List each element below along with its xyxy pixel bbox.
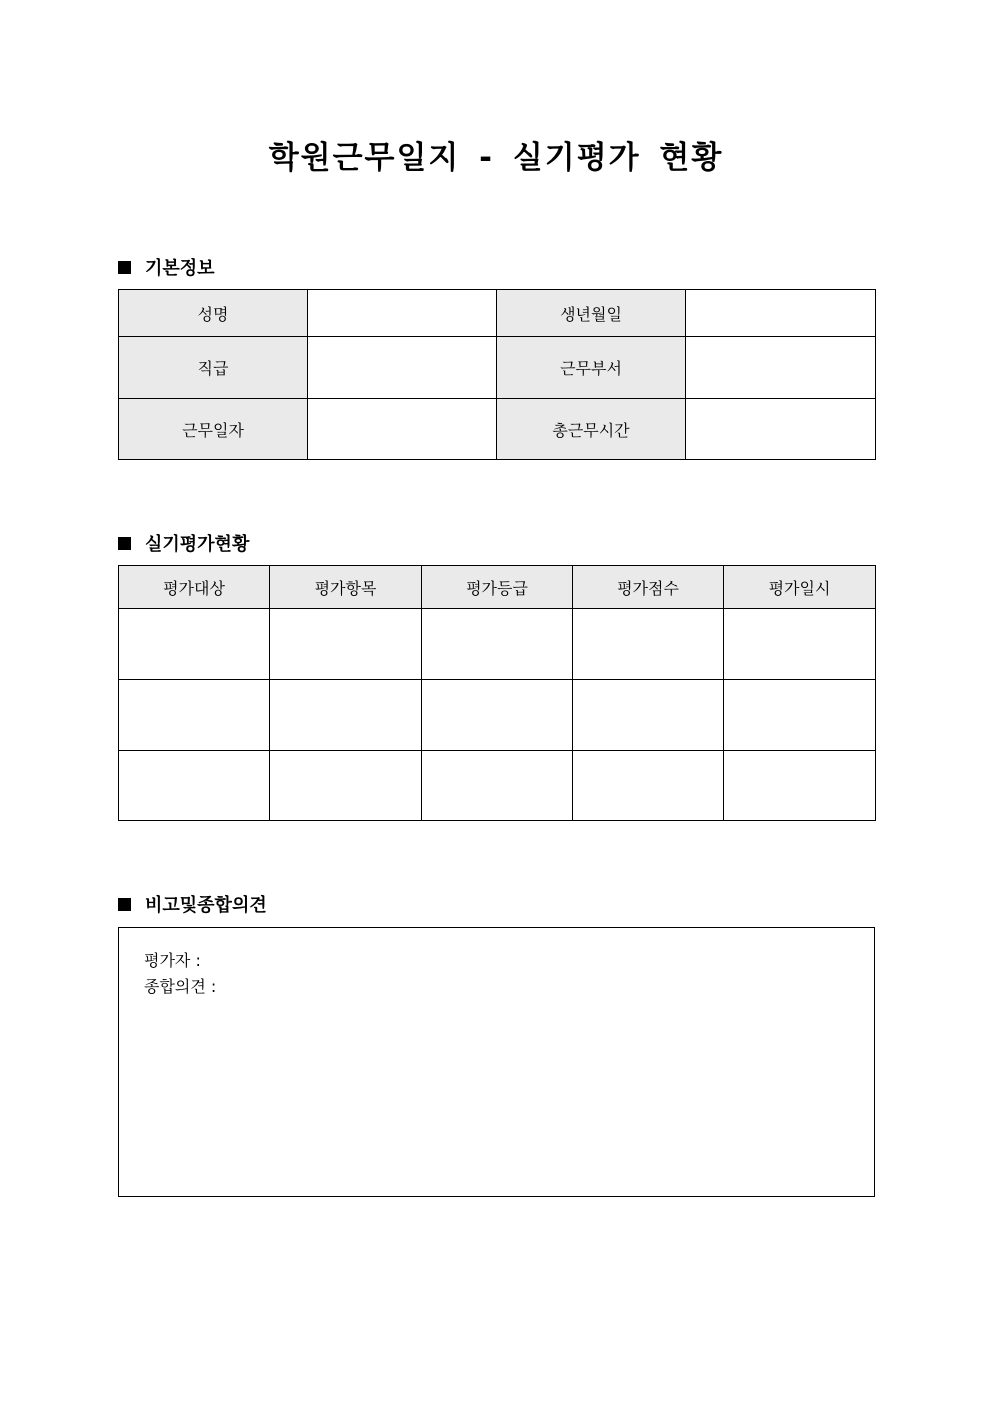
position-label: 직급 [119, 337, 308, 399]
work-date-label: 근무일자 [119, 399, 308, 460]
section-heading-label: 비고및종합의견 [145, 895, 267, 916]
evaluation-table [118, 565, 876, 821]
table-cell[interactable] [270, 751, 422, 821]
evaluator-label: 평가자 : [144, 951, 201, 970]
total-hours-label: 총근무시간 [497, 399, 686, 460]
table-row [119, 337, 876, 399]
table-row [119, 680, 876, 751]
table-cell[interactable] [724, 609, 876, 680]
table-row [119, 751, 876, 821]
square-bullet-icon [118, 898, 131, 911]
table-header-row [119, 566, 876, 609]
square-bullet-icon [118, 261, 131, 274]
table-cell[interactable] [422, 680, 573, 751]
table-cell[interactable] [270, 680, 422, 751]
section-heading-remarks [118, 891, 267, 917]
section-heading-label: 실기평가현황 [145, 534, 250, 555]
column-header-score: 평가점수 [573, 566, 724, 609]
total-hours-field[interactable] [686, 399, 876, 460]
table-cell[interactable] [270, 609, 422, 680]
table-cell[interactable] [422, 609, 573, 680]
column-header-target: 평가대상 [119, 566, 270, 609]
birthdate-field[interactable] [686, 290, 876, 337]
table-cell[interactable] [573, 609, 724, 680]
table-cell[interactable] [573, 751, 724, 821]
table-cell[interactable] [119, 680, 270, 751]
column-header-date: 평가일시 [724, 566, 876, 609]
basic-info-table [118, 289, 876, 460]
section-heading-label: 기본정보 [145, 258, 215, 279]
table-row [119, 609, 876, 680]
position-field[interactable] [308, 337, 497, 399]
table-cell[interactable] [573, 680, 724, 751]
name-field[interactable] [308, 290, 497, 337]
square-bullet-icon [118, 537, 131, 550]
table-cell[interactable] [119, 751, 270, 821]
birthdate-label: 생년월일 [497, 290, 686, 337]
table-row [119, 399, 876, 460]
table-cell[interactable] [119, 609, 270, 680]
remarks-box[interactable] [118, 927, 875, 1197]
table-cell[interactable] [724, 751, 876, 821]
column-header-grade: 평가등급 [422, 566, 573, 609]
section-heading-evaluation [118, 530, 249, 556]
name-label: 성명 [119, 290, 308, 337]
work-date-field[interactable] [308, 399, 497, 460]
column-header-item: 평가항목 [270, 566, 422, 609]
section-heading-basic-info [118, 254, 215, 280]
page-title: 학원근무일지 - 실기평가 현황 [268, 140, 724, 176]
table-cell[interactable] [724, 680, 876, 751]
department-field[interactable] [686, 337, 876, 399]
table-row [119, 290, 876, 337]
department-label: 근무부서 [497, 337, 686, 399]
opinion-label: 종합의견 : [144, 977, 217, 996]
table-cell[interactable] [422, 751, 573, 821]
